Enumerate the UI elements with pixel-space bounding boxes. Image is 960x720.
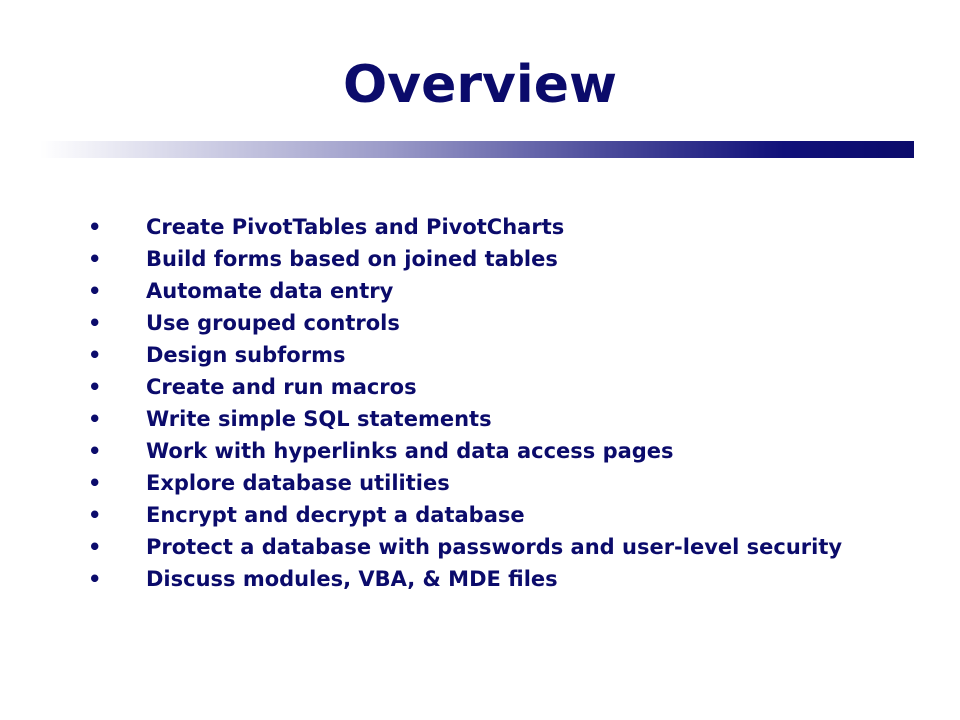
bullet-icon: • xyxy=(88,311,102,335)
bullet-item xyxy=(88,280,908,302)
bullet-item xyxy=(88,376,908,398)
bullet-icon: • xyxy=(88,567,102,591)
bullet-text: Design subforms xyxy=(146,343,346,367)
bullet-text: Build forms based on joined tables xyxy=(146,247,558,271)
bullet-text: Work with hyperlinks and data access pages xyxy=(146,439,674,463)
bullet-icon: • xyxy=(88,471,102,495)
bullet-icon: • xyxy=(88,503,102,527)
bullet-text: Encrypt and decrypt a database xyxy=(146,503,525,527)
bullet-text: Explore database utilities xyxy=(146,471,450,495)
bullet-item xyxy=(88,568,908,590)
bullet-icon: • xyxy=(88,279,102,303)
bullet-item xyxy=(88,248,908,270)
bullet-text: Automate data entry xyxy=(146,279,394,303)
bullet-icon: • xyxy=(88,247,102,271)
bullet-item xyxy=(88,344,908,366)
bullet-item xyxy=(88,440,908,462)
bullet-text: Use grouped controls xyxy=(146,311,400,335)
bullet-item xyxy=(88,472,908,494)
bullet-item xyxy=(88,312,908,334)
bullet-icon: • xyxy=(88,407,102,431)
bullet-text: Discuss modules, VBA, & MDE files xyxy=(146,567,558,591)
bullet-icon: • xyxy=(88,343,102,367)
bullet-icon: • xyxy=(88,439,102,463)
bullet-icon: • xyxy=(88,535,102,559)
bullet-item xyxy=(88,504,908,526)
title-gradient-bar xyxy=(40,141,914,158)
bullet-text: Protect a database with passwords and user-level security xyxy=(146,535,843,559)
slide-title: Overview xyxy=(342,55,618,115)
bullet-icon: • xyxy=(88,375,102,399)
bullet-icon: • xyxy=(88,215,102,239)
bullet-text: Write simple SQL statements xyxy=(146,407,492,431)
bullet-text: Create PivotTables and PivotCharts xyxy=(146,215,565,239)
bullet-item xyxy=(88,408,908,430)
bullet-item xyxy=(88,536,908,558)
bullet-text: Create and run macros xyxy=(146,375,417,399)
bullet-item xyxy=(88,216,908,238)
bullet-list xyxy=(88,216,908,600)
